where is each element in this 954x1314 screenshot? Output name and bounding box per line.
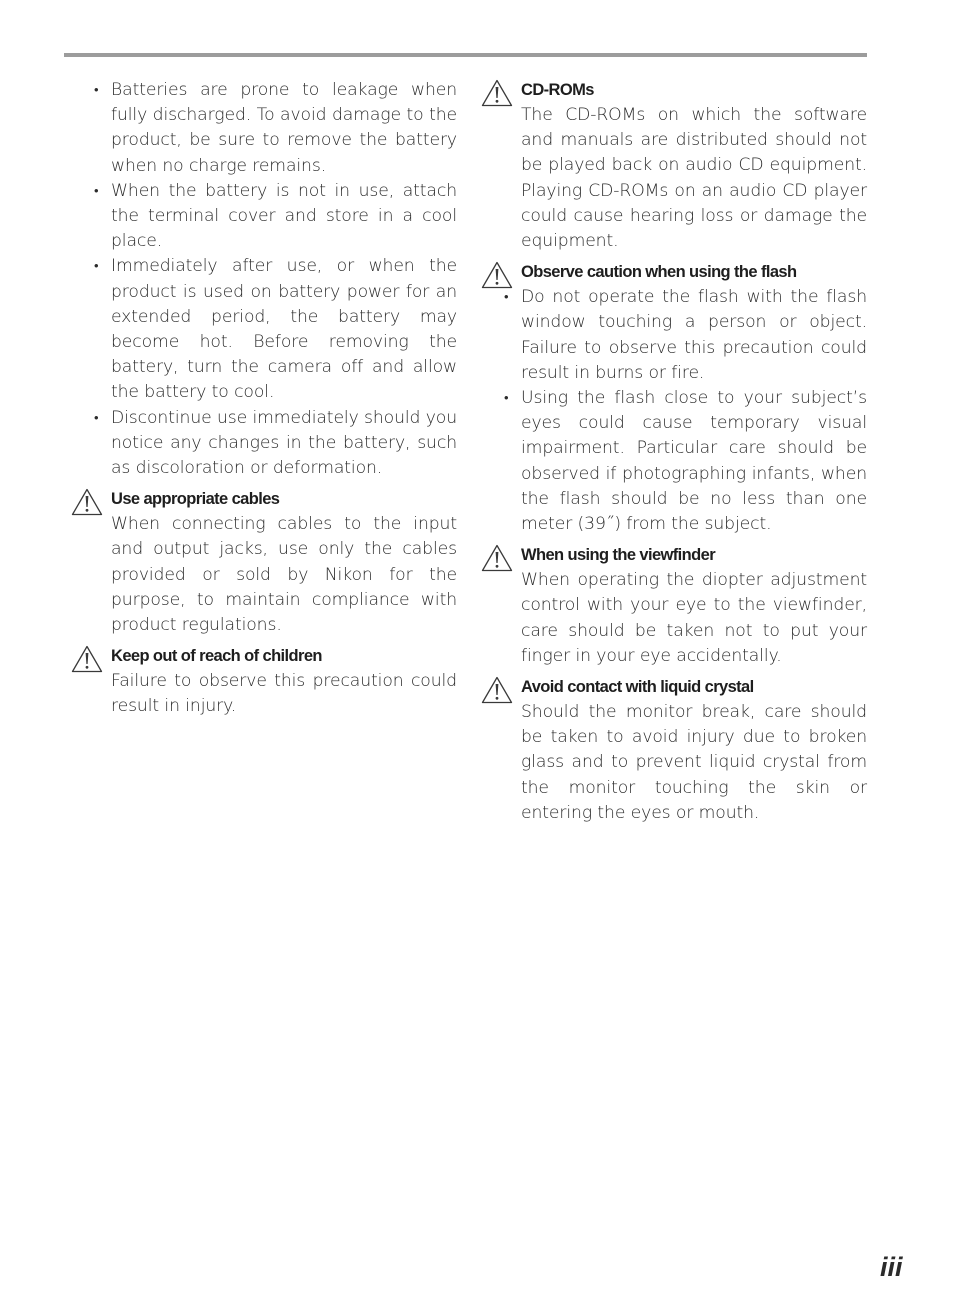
warning-triangle-icon bbox=[481, 544, 513, 572]
section-body: Should the monitor break, care should be taken to avoid injury due to broken glass and to prevent liquid crystal from the monitor touching the skin or entering the eyes or mouth. bbox=[521, 702, 867, 823]
warning-triangle-icon bbox=[71, 645, 103, 673]
section-body: When connecting cables to the input and output jacks, use only the cables provided or sold by Nikon for the purpose, to maintain compliance with product regulations. bbox=[111, 514, 457, 636]
section-heading bbox=[477, 260, 867, 285]
list-item-text: Do not operate the flash with the flash window touching a person or object. Failure to observe this precaution could result in burns or fire. bbox=[521, 287, 867, 383]
section-heading-text: When using the viewfinder bbox=[521, 546, 716, 565]
liquid-crystal-section bbox=[477, 675, 867, 826]
section-heading bbox=[477, 543, 867, 568]
list-item bbox=[477, 285, 867, 386]
section-heading-text: Observe caution when using the flash bbox=[521, 263, 797, 282]
list-item bbox=[67, 179, 457, 255]
viewfinder-section bbox=[477, 543, 867, 669]
section-heading-text: Keep out of reach of children bbox=[111, 647, 322, 666]
cdroms-section bbox=[477, 78, 867, 254]
list-item-text: Using the flash close to your subject’s eyes could cause temporary visual impairment. Particular care should be observed if photographing infants, when the flash should be no less than one meter (39˝) from the subject. bbox=[521, 388, 867, 535]
list-item bbox=[67, 78, 457, 179]
battery-bullet-list bbox=[67, 78, 457, 481]
list-item bbox=[67, 406, 457, 482]
list-item bbox=[67, 254, 457, 405]
bullet-dot: • bbox=[504, 290, 509, 306]
bullet-dot: • bbox=[504, 391, 509, 407]
section-heading-text: Avoid contact with liquid crystal bbox=[521, 678, 754, 697]
flash-section bbox=[477, 260, 867, 537]
section-heading bbox=[477, 675, 867, 700]
left-column bbox=[67, 78, 457, 720]
list-item-text: Batteries are prone to leakage when fully discharged. To avoid damage to the product, be sure to remove the battery when no charge remains. bbox=[111, 80, 457, 176]
cables-section bbox=[67, 487, 457, 638]
warning-triangle-icon bbox=[481, 79, 513, 107]
warning-triangle-icon bbox=[71, 488, 103, 516]
list-item-text: When the battery is not in use, attach the terminal cover and store in a cool place. bbox=[111, 180, 457, 252]
section-body: When operating the diopter adjustment control with your eye to the viewfinder, care should be taken not to put your finger in your eye accidentally. bbox=[521, 570, 867, 666]
section-body: Failure to observe this precaution could result in injury. bbox=[111, 671, 457, 717]
section-heading bbox=[67, 644, 457, 669]
section-heading-text: CD-ROMs bbox=[521, 81, 594, 99]
list-item-text: Discontinue use immediately should you notice any changes in the battery, such as discoloration or deformation. bbox=[111, 407, 458, 479]
bullet-dot: • bbox=[94, 259, 99, 275]
list-item bbox=[477, 386, 867, 537]
section-heading bbox=[477, 78, 867, 103]
bullet-dot: • bbox=[94, 410, 99, 426]
section-heading bbox=[67, 487, 457, 512]
right-column bbox=[477, 78, 867, 826]
children-section bbox=[67, 644, 457, 719]
section-heading-text: Use appropriate cables bbox=[111, 490, 280, 509]
top-rule bbox=[64, 53, 867, 57]
bullet-dot: • bbox=[94, 83, 99, 98]
battery-section bbox=[67, 78, 457, 481]
section-body: The CD-ROMs on which the software and manuals are distributed should not be played back on audio CD equipment. Playing CD-ROMs on an audio CD player could cause hearing loss or damage the equipment. bbox=[521, 105, 867, 252]
bullet-dot: • bbox=[94, 183, 99, 199]
flash-bullet-list bbox=[477, 285, 867, 537]
section-body bbox=[477, 285, 867, 537]
list-item-text: Immediately after use, or when the product is used on battery power for an extended period, the battery may become hot. Before removing the battery, turn the camera off and allow the battery to cool. bbox=[111, 256, 457, 403]
warning-triangle-icon bbox=[481, 676, 513, 704]
page-number: iii bbox=[880, 1252, 903, 1282]
